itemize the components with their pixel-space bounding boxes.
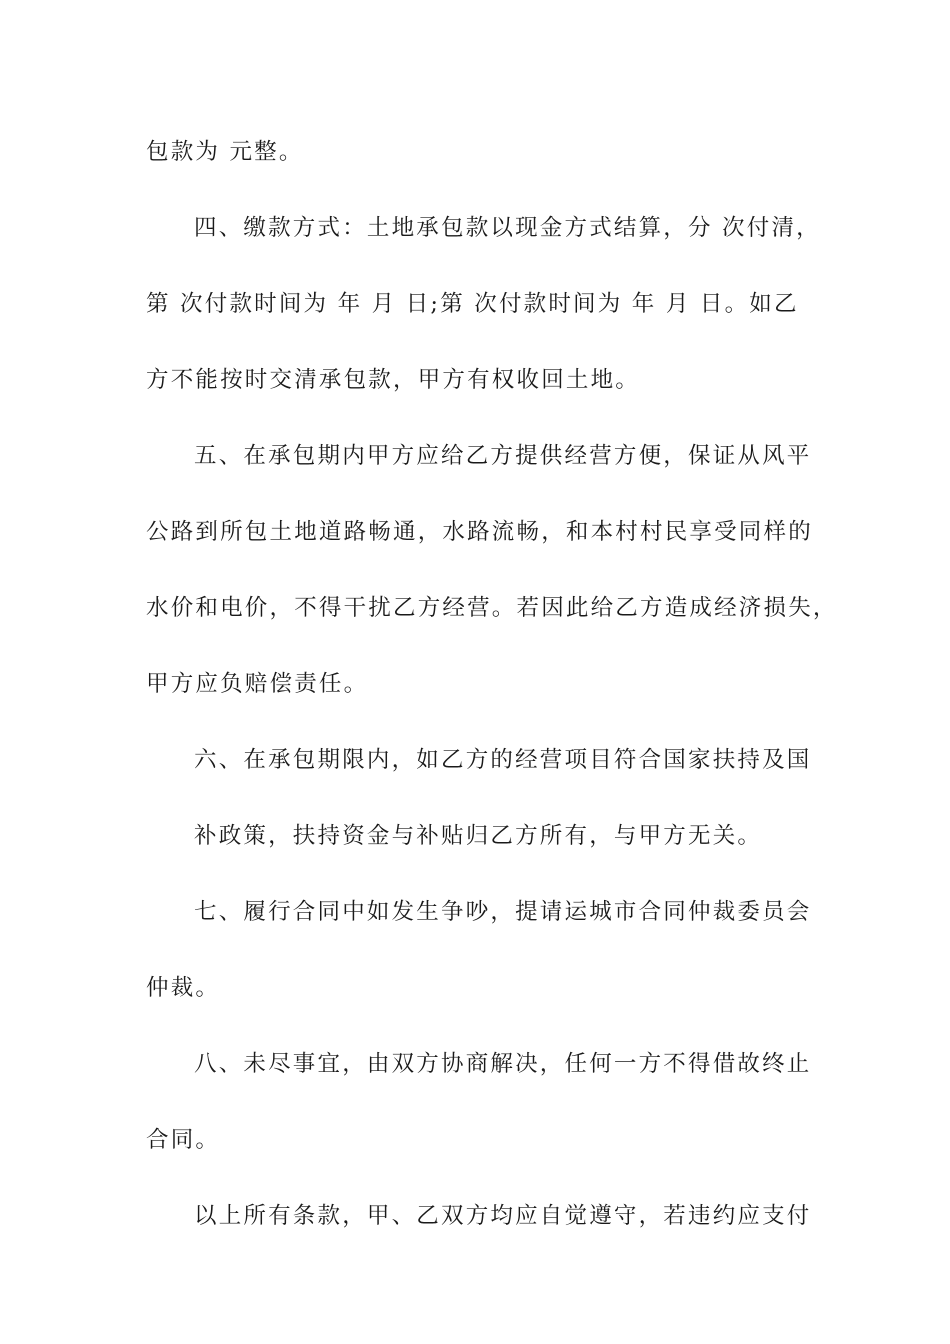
text-line: 甲方应负赔偿责任。 bbox=[146, 671, 369, 697]
text-line: 方不能按时交清承包款，甲方有权收回土地。 bbox=[146, 367, 641, 393]
text-line: 水价和电价，不得干扰乙方经营。若因此给乙方造成经济损失， bbox=[146, 595, 838, 621]
text-line: 公路到所包土地道路畅通，水路流畅，和本村村民享受同样的 bbox=[146, 519, 813, 545]
text-line: 合同。 bbox=[146, 1127, 221, 1153]
text-line: 补政策，扶持资金与补贴归乙方所有，与甲方无关。 bbox=[194, 823, 763, 849]
text-line: 第 次付款时间为 年 月 日;第 次付款时间为 年 月 日。如乙 bbox=[146, 291, 799, 317]
clause-4-heading-line: 四、缴款方式：土地承包款以现金方式结算，分 次付清， bbox=[194, 215, 821, 241]
clause-8-heading-line: 八、未尽事宜，由双方协商解决，任何一方不得借故终止 bbox=[194, 1051, 812, 1077]
clause-7-heading-line: 七、履行合同中如发生争吵，提请运城市合同仲裁委员会 bbox=[194, 899, 812, 925]
text-line: 仲裁。 bbox=[146, 975, 221, 1001]
clause-5-heading-line: 五、在承包期内甲方应给乙方提供经营方便，保证从风平 bbox=[194, 443, 812, 469]
clause-6-heading-line: 六、在承包期限内，如乙方的经营项目符合国家扶持及国 bbox=[194, 747, 812, 773]
closing-paragraph-line: 以上所有条款，甲、乙双方均应自觉遵守，若违约应支付 bbox=[194, 1203, 812, 1229]
text-line: 包款为 元整。 bbox=[146, 139, 304, 165]
